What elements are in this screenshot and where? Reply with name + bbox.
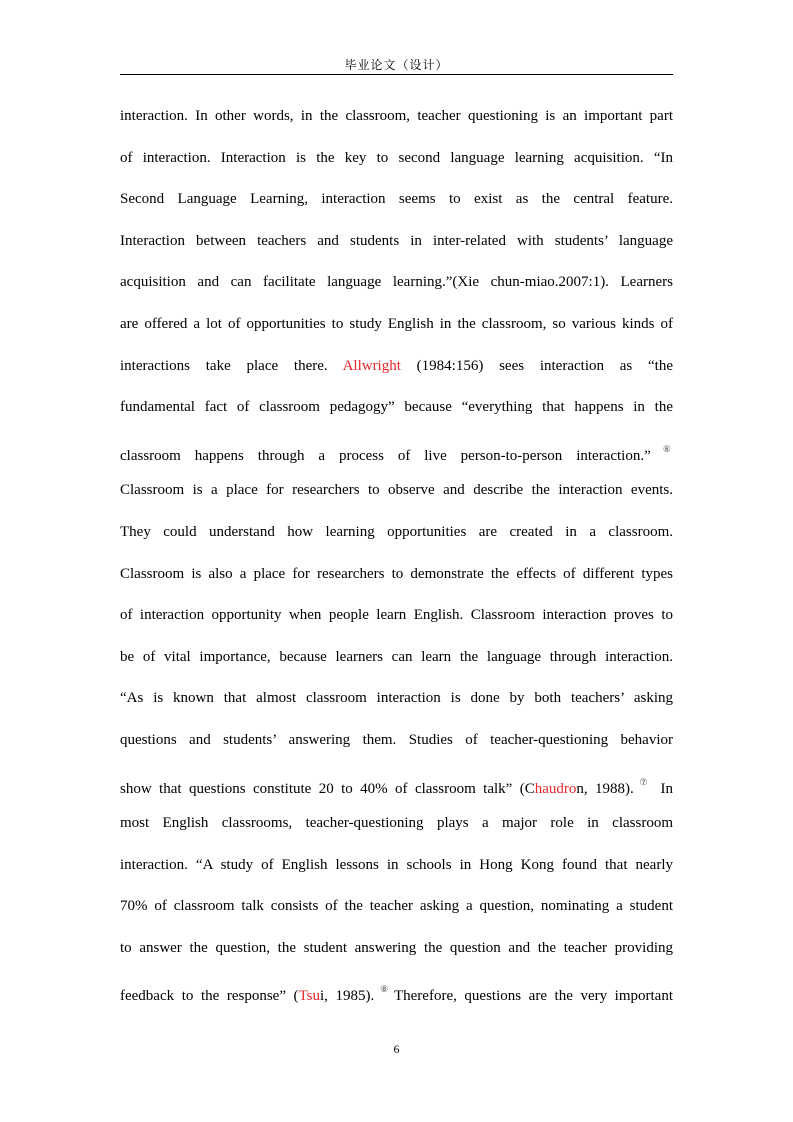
text-line bbox=[120, 969, 673, 1011]
text-line bbox=[120, 595, 673, 637]
text-span: interactions take place there. bbox=[120, 357, 343, 374]
text-span: interaction. In other words, in the classroom, teacher questioning is an important part bbox=[120, 108, 673, 124]
text-line bbox=[120, 928, 673, 970]
text-line bbox=[120, 304, 673, 346]
text-line bbox=[120, 554, 673, 596]
text-line bbox=[120, 678, 673, 720]
header-divider bbox=[120, 74, 673, 75]
body-paragraph bbox=[120, 96, 673, 1011]
footnote-marker: ⑦ bbox=[635, 776, 652, 787]
text-span: be of vital importance, because learners can learn the language through interaction. bbox=[120, 648, 673, 665]
text-span: feedback to the response” ( bbox=[120, 988, 299, 1005]
text-span: to answer the question, the student answering the question and the teacher providing bbox=[120, 939, 673, 956]
footnote-marker: ⑥ bbox=[652, 443, 671, 454]
text-line bbox=[120, 470, 673, 512]
text-line bbox=[120, 179, 673, 221]
text-line bbox=[120, 512, 673, 554]
text-line bbox=[120, 346, 673, 388]
text-line bbox=[120, 138, 673, 180]
text-span: of interaction. Interaction is the key to second language learning acquisition. “In bbox=[120, 149, 673, 166]
text-span: are offered a lot of opportunities to study English in the classroom, so various kinds of bbox=[120, 315, 673, 332]
text-span: of interaction opportunity when people learn English. Classroom interaction proves to bbox=[120, 607, 673, 624]
text-span: Therefore, questions are the very important bbox=[393, 988, 673, 1005]
text-span: (1984:156) sees interaction as “the bbox=[400, 357, 673, 374]
page-header-title: 毕业论文（设计） bbox=[344, 58, 449, 72]
citation-name-tsui: Tsu bbox=[298, 988, 321, 1005]
text-line bbox=[120, 803, 673, 845]
text-line bbox=[120, 637, 673, 679]
text-span: classroom happens through a process of live person-to-person interaction.” bbox=[120, 447, 651, 464]
text-span: acquisition and can facilitate language learning.”(Xie chun-miao.2007:1). Learners bbox=[120, 274, 673, 291]
text-line bbox=[120, 221, 673, 263]
text-span: show that questions constitute 20 to 40% of classroom talk” (C bbox=[120, 780, 535, 797]
text-line bbox=[120, 845, 673, 887]
citation-name-allwright: Allwright bbox=[342, 357, 401, 374]
page-number: 6 bbox=[393, 1042, 400, 1056]
text-span: i, 1985). bbox=[320, 988, 375, 1005]
text-line bbox=[120, 429, 673, 471]
text-span: questions and students’ answering them. Studies of teacher-questioning behavior bbox=[120, 731, 673, 748]
citation-name-chaudron: haudro bbox=[534, 780, 577, 797]
text-span: “As is known that almost classroom interaction is done by both teachers’ asking bbox=[120, 690, 673, 707]
footnote-marker: ⑧ bbox=[376, 984, 392, 995]
text-line bbox=[120, 262, 673, 304]
text-span: They could understand how learning opportunities are created in a classroom. bbox=[120, 523, 673, 540]
text-span: fundamental fact of classroom pedagogy” because “everything that happens in the bbox=[120, 399, 673, 416]
text-line bbox=[120, 96, 673, 138]
text-span: Classroom is also a place for researchers to demonstrate the effects of different types bbox=[120, 565, 673, 582]
text-span: In bbox=[653, 780, 673, 797]
text-line bbox=[120, 720, 673, 762]
text-span: Interaction between teachers and students in inter-related with students’ language bbox=[120, 232, 673, 249]
text-span: 70% of classroom talk consists of the teacher asking a question, nominating a student bbox=[120, 898, 673, 915]
text-span: Second Language Learning, interaction seems to exist as the central feature. bbox=[120, 191, 673, 208]
text-line bbox=[120, 886, 673, 928]
text-span: most English classrooms, teacher-questioning plays a major role in classroom bbox=[120, 815, 673, 832]
text-line bbox=[120, 762, 673, 804]
text-span: Classroom is a place for researchers to observe and describe the interaction events. bbox=[120, 482, 673, 499]
text-span: n, 1988). bbox=[576, 780, 634, 797]
text-line bbox=[120, 387, 673, 429]
text-span: interaction. “A study of English lessons in schools in Hong Kong found that nearly bbox=[120, 856, 673, 873]
